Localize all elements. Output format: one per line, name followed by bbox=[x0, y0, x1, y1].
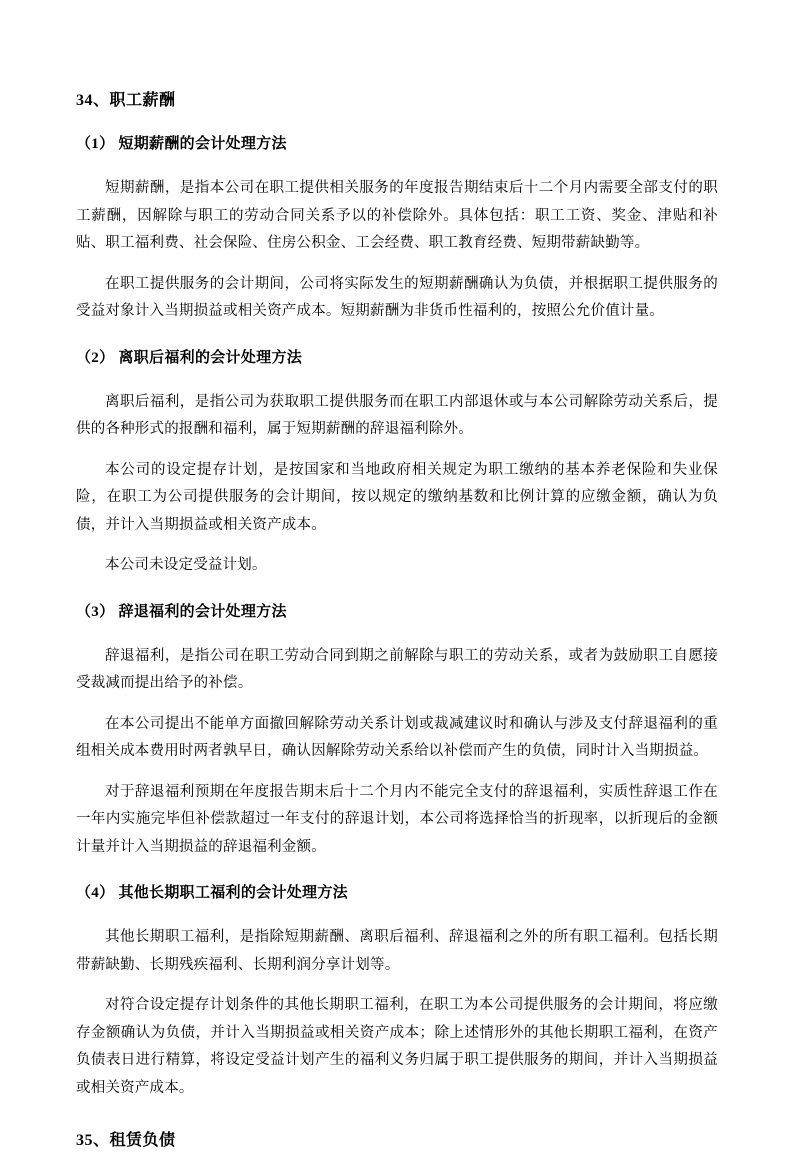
paragraph: 短期薪酬，是指本公司在职工提供相关服务的年度报告期结束后十二个月内需要全部支付的职工薪酬，因解除与职工的劳动合同关系予以的补偿除外。具体包括：职工工资、奖金、津贴和补贴、职工福利费、社会保险、住房公积金、工会经费、职工教育经费、短期带薪缺勤等。 bbox=[76, 180, 718, 251]
subsection-2-heading: （2） 离职后福利的会计处理方法 bbox=[76, 349, 303, 366]
subsection-4-heading: （4） 其他长期职工福利的会计处理方法 bbox=[76, 885, 348, 901]
subsection-4 bbox=[76, 883, 718, 1102]
paragraph: 对符合设定提存计划条件的其他长期职工福利，在职工为本公司提供服务的会计期间，将应缴存金额确认为负债，并计入当期损益或相关资产成本；除上述情形外的其他长期职工福利，在资产负债表日进行精算，将设定受益计划产生的福利义务归属于职工提供服务的期间，并计入当期损益或相关资产成本。 bbox=[76, 997, 718, 1096]
paragraph: 离职后福利，是指公司为获取职工提供服务而在职工内部退休或与本公司解除劳动关系后，提供的各种形式的报酬和福利，属于短期薪酬的辞退福利除外。 bbox=[76, 393, 718, 437]
paragraph: 本公司的设定提存计划，是按国家和当地政府相关规定为职工缴纳的基本养老保险和失业保险，在职工为公司提供服务的会计期间，按以规定的缴纳基数和比例计算的应缴金额，确认为负债，并计入当期损益或相关资产成本。 bbox=[76, 461, 718, 533]
subsection-2 bbox=[76, 348, 718, 580]
paragraph: 其他长期职工福利，是指除短期薪酬、离职后福利、辞退福利之外的所有职工福利。包括长期带薪缺勤、长期残疾福利、长期利润分享计划等。 bbox=[76, 929, 718, 973]
section-35-heading: 35、租赁负债 bbox=[76, 1132, 176, 1149]
paragraph: 对于辞退福利预期在年度报告期末后十二个月内不能完全支付的辞退福利，实质性辞退工作在一年内实施完毕但补偿款超过一年支付的辞退计划，本公司将选择恰当的折现率，以折现后的金额计量并计入当期损益的辞退福利金额。 bbox=[76, 783, 718, 855]
paragraph: 在本公司提出不能单方面撤回解除劳动关系计划或裁减建议时和确认与涉及支付辞退福利的重组相关成本费用时两者孰早日，确认因解除劳动关系给以补偿而产生的负债，同时计入当期损益。 bbox=[76, 715, 718, 759]
paragraph: 辞退福利，是指公司在职工劳动合同到期之前解除与职工的劳动关系，或者为鼓励职工自愿接受裁减而提出给予的补偿。 bbox=[76, 647, 718, 691]
subsection-1-heading: （1） 短期薪酬的会计处理方法 bbox=[76, 136, 287, 152]
paragraph: 在职工提供服务的会计期间，公司将实际发生的短期薪酬确认为负债，并根据职工提供服务的受益对象计入当期损益或相关资产成本。短期薪酬为非货币性福利的，按照公允价值计量。 bbox=[76, 275, 718, 319]
subsection-3 bbox=[76, 602, 718, 862]
subsection-3-heading: （3） 辞退福利的会计处理方法 bbox=[76, 603, 287, 620]
subsection-1 bbox=[76, 134, 718, 326]
section-34-heading: 34、职工薪酬 bbox=[76, 92, 176, 109]
paragraph: 本公司未设定受益计划。 bbox=[105, 557, 267, 573]
